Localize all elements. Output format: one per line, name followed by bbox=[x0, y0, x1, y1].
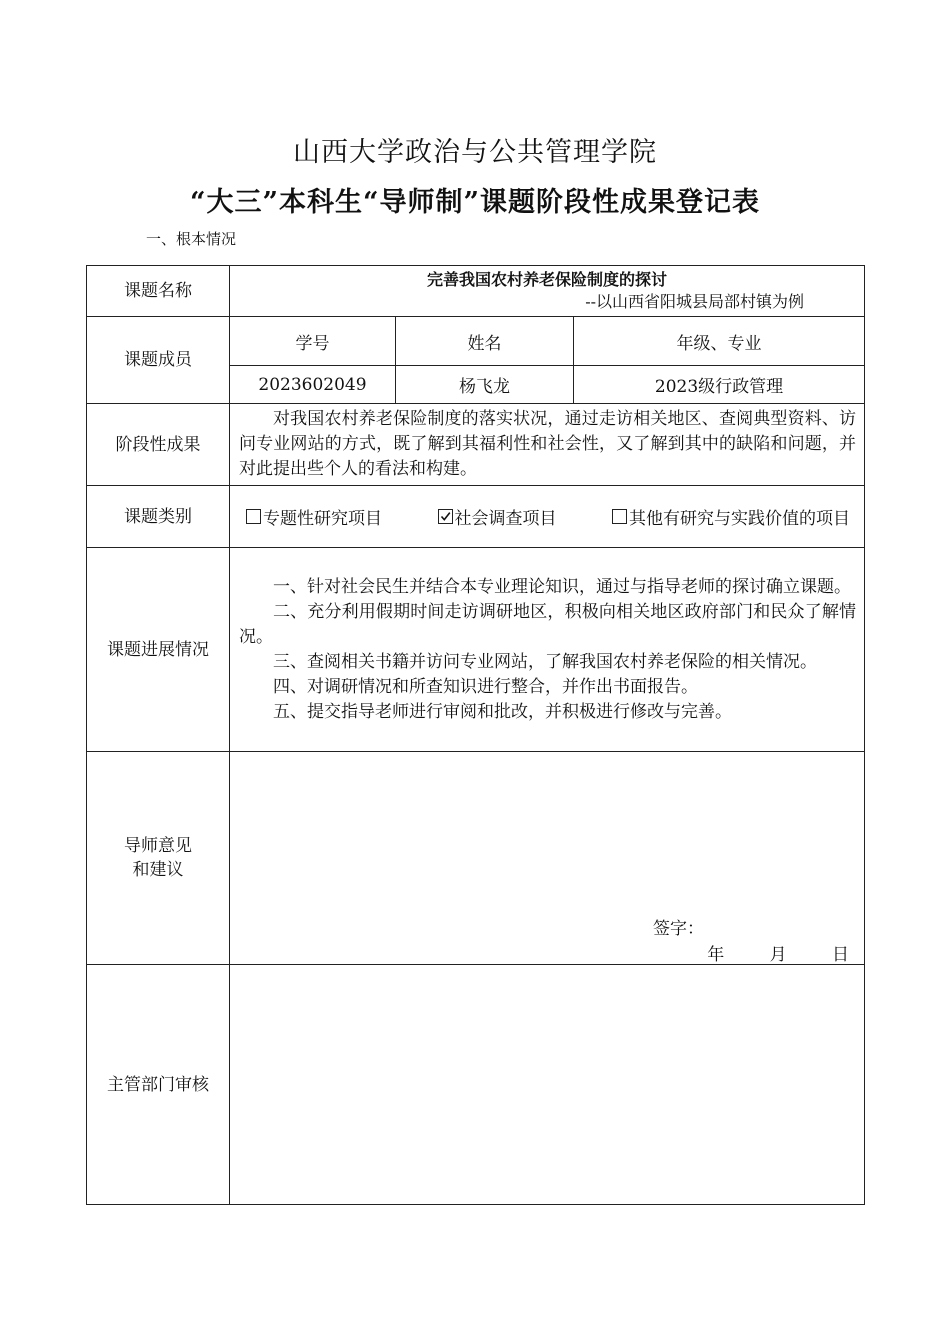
section-heading: 一、根本情况 bbox=[146, 230, 237, 248]
progress-item: 二、充分利用假期时间走访调研地区，积极向相关地区政府部门和民众了解情况。 bbox=[239, 601, 857, 647]
category-row bbox=[87, 486, 865, 548]
date-day-label: 日 bbox=[832, 945, 850, 965]
topic-label: 课题名称 bbox=[87, 266, 230, 317]
members-header-grade-major: 年级、专业 bbox=[574, 317, 865, 366]
checkbox-unchecked-icon[interactable] bbox=[246, 509, 261, 524]
members-header-row bbox=[87, 317, 865, 366]
advisor-label-line1: 导师意见 bbox=[124, 836, 192, 856]
progress-value bbox=[230, 548, 865, 752]
advisor-label bbox=[87, 752, 230, 965]
progress-item: 一、针对社会民生并结合本专业理论知识，通过与指导老师的探讨确立课题。 bbox=[273, 576, 851, 597]
topic-row bbox=[87, 266, 865, 317]
advisor-opinion-field[interactable] bbox=[230, 752, 865, 965]
results-text: 对我国农村养老保险制度的落实状况，通过走访相关地区、查阅典型资料、访问专业网站的方式，既了解到其福利性和社会性，又了解到其中的缺陷和问题，并对此提出些个人的看法和构建。 bbox=[239, 409, 857, 479]
date-month-label: 月 bbox=[769, 945, 787, 965]
category-label: 课题类别 bbox=[87, 486, 230, 548]
checkbox-checked-icon[interactable] bbox=[438, 509, 453, 524]
members-header-student-id: 学号 bbox=[230, 317, 396, 366]
department-review-field[interactable] bbox=[230, 965, 865, 1205]
topic-title: 完善我国农村养老保险制度的探讨 bbox=[427, 270, 668, 289]
category-options bbox=[230, 486, 865, 548]
topic-subtitle: --以山西省阳城县局部村镇为例 bbox=[585, 292, 805, 311]
department-row bbox=[87, 965, 865, 1205]
results-row bbox=[87, 404, 865, 486]
department-label: 主管部门审核 bbox=[87, 965, 230, 1205]
checkbox-unchecked-icon[interactable] bbox=[612, 509, 627, 524]
category-option-other[interactable] bbox=[612, 504, 850, 529]
topic-value bbox=[230, 266, 865, 317]
member-student-id: 2023602049 bbox=[230, 366, 396, 404]
progress-label: 课题进展情况 bbox=[87, 548, 230, 752]
progress-item: 四、对调研情况和所查知识进行整合，并作出书面报告。 bbox=[273, 676, 698, 697]
progress-item: 三、查阅相关书籍并访问专业网站，了解我国农村养老保险的相关情况。 bbox=[273, 651, 817, 672]
registration-form-table bbox=[86, 265, 865, 1205]
institution-title: 山西大学政治与公共管理学院 bbox=[293, 137, 657, 168]
advisor-row bbox=[87, 752, 865, 965]
date-year-label: 年 bbox=[707, 945, 725, 965]
signature-label: 签字： bbox=[653, 919, 704, 939]
member-name: 杨飞龙 bbox=[396, 366, 574, 404]
results-value bbox=[230, 404, 865, 486]
category-option-label: 专题性研究项目 bbox=[263, 509, 382, 529]
progress-row bbox=[87, 548, 865, 752]
advisor-label-line2: 和建议 bbox=[132, 860, 184, 880]
members-label: 课题成员 bbox=[87, 317, 230, 404]
category-option-label: 其他有研究与实践价值的项目 bbox=[629, 509, 850, 529]
member-grade-major: 2023级行政管理 bbox=[574, 366, 865, 404]
results-label: 阶段性成果 bbox=[87, 404, 230, 486]
category-option-label: 社会调查项目 bbox=[454, 509, 557, 529]
form-title: “大三”本科生“导师制”课题阶段性成果登记表 bbox=[189, 187, 761, 218]
date-line bbox=[667, 940, 849, 965]
members-header-name: 姓名 bbox=[396, 317, 574, 366]
category-option-thematic[interactable] bbox=[246, 504, 382, 529]
progress-item: 五、提交指导老师进行审阅和批改，并积极进行修改与完善。 bbox=[273, 701, 732, 722]
category-option-social-survey[interactable] bbox=[438, 504, 557, 529]
